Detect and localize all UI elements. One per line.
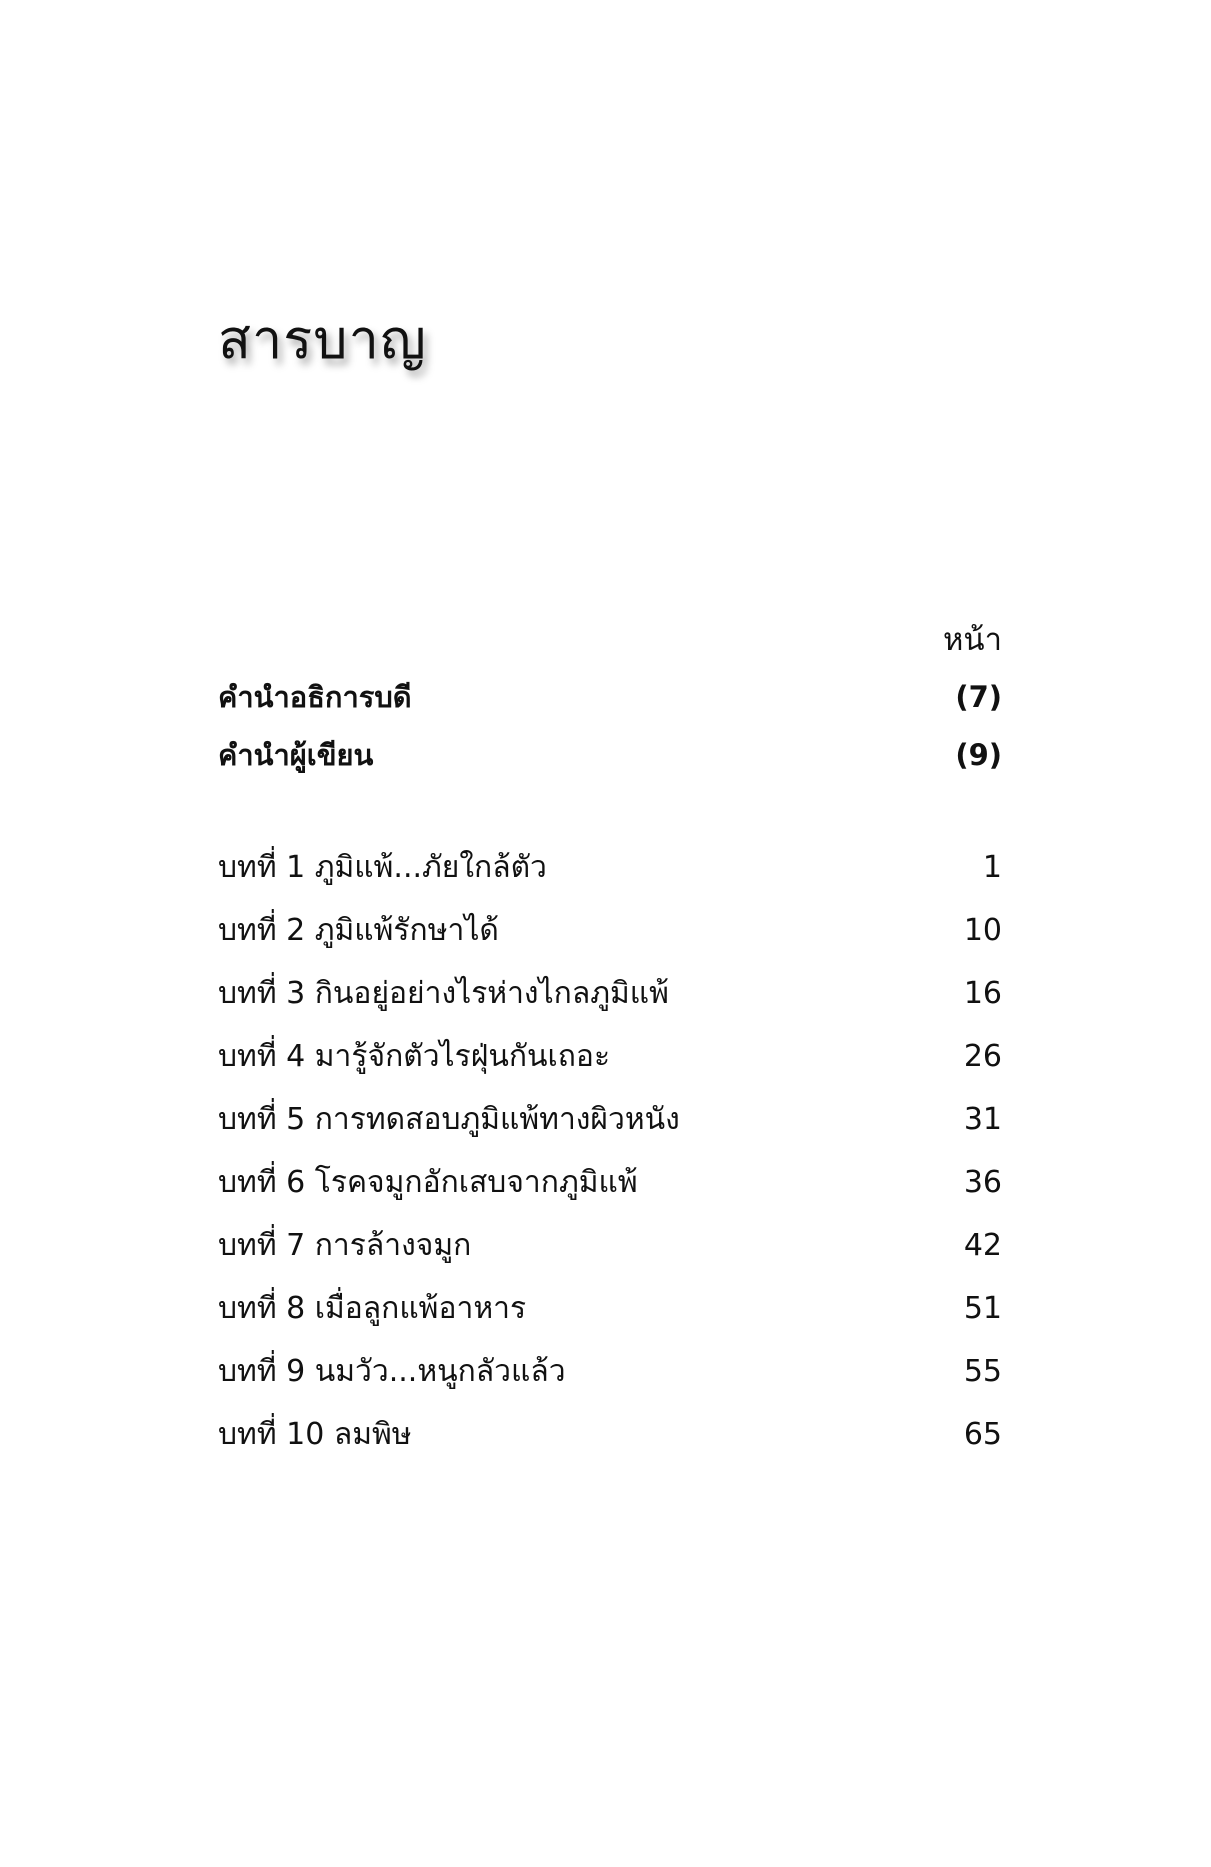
table-of-contents [218,612,1002,1466]
page-title: สารบาญ [218,308,427,371]
toc-front-matter-entry[interactable] [218,726,1002,784]
toc-entry-page: 51 [963,1291,1002,1326]
toc-entry-page: 36 [963,1165,1002,1200]
toc-chapter-entry[interactable] [218,899,1002,962]
toc-entry-label: บทที่ 3 กินอยู่อย่างไรห่างไกลภูมิแพ้ [218,976,669,1011]
toc-entry-label: บทที่ 4 มารู้จักตัวไรฝุ่นกันเถอะ [218,1039,611,1074]
toc-entry-label: บทที่ 7 การล้างจมูก [218,1228,472,1263]
toc-chapter-entry[interactable] [218,1403,1002,1466]
toc-chapter-entry[interactable] [218,1214,1002,1277]
section-spacer [218,784,1002,836]
toc-chapter-entry[interactable] [218,1088,1002,1151]
toc-entry-page: 1 [982,850,1002,885]
toc-entry-page: (7) [955,680,1002,714]
toc-chapter-entry[interactable] [218,1277,1002,1340]
toc-entry-label: บทที่ 8 เมื่อลูกแพ้อาหาร [218,1291,527,1326]
toc-chapter-entry[interactable] [218,836,1002,899]
toc-entry-label: บทที่ 9 นมวัว...หนูกลัวแล้ว [218,1354,566,1389]
toc-chapter-entry[interactable] [218,1151,1002,1214]
toc-entry-label: คำนำอธิการบดี [218,680,412,714]
toc-entry-label: บทที่ 10 ลมพิษ [218,1417,412,1452]
toc-entry-label: คำนำผู้เขียน [218,738,374,772]
toc-chapter-entry[interactable] [218,1025,1002,1088]
toc-entry-page: 55 [963,1354,1002,1389]
toc-entry-page: 10 [963,913,1002,948]
page-column-header: หน้า [942,622,1002,658]
toc-entry-label: บทที่ 5 การทดสอบภูมิแพ้ทางผิวหนัง [218,1102,680,1137]
toc-chapter-entry[interactable] [218,1340,1002,1403]
toc-chapter-entry[interactable] [218,962,1002,1025]
toc-entry-page: 16 [963,976,1002,1011]
toc-entry-label: บทที่ 2 ภูมิแพ้รักษาได้ [218,913,499,948]
toc-front-matter-entry[interactable] [218,668,1002,726]
toc-entry-page: 26 [963,1039,1002,1074]
toc-entry-label: บทที่ 1 ภูมิแพ้...ภัยใกล้ตัว [218,850,547,885]
toc-entry-page: (9) [955,738,1002,772]
toc-entry-label: บทที่ 6 โรคจมูกอักเสบจากภูมิแพ้ [218,1165,638,1200]
toc-entry-page: 65 [963,1417,1002,1452]
toc-entry-page: 42 [963,1228,1002,1263]
toc-entry-page: 31 [963,1102,1002,1137]
